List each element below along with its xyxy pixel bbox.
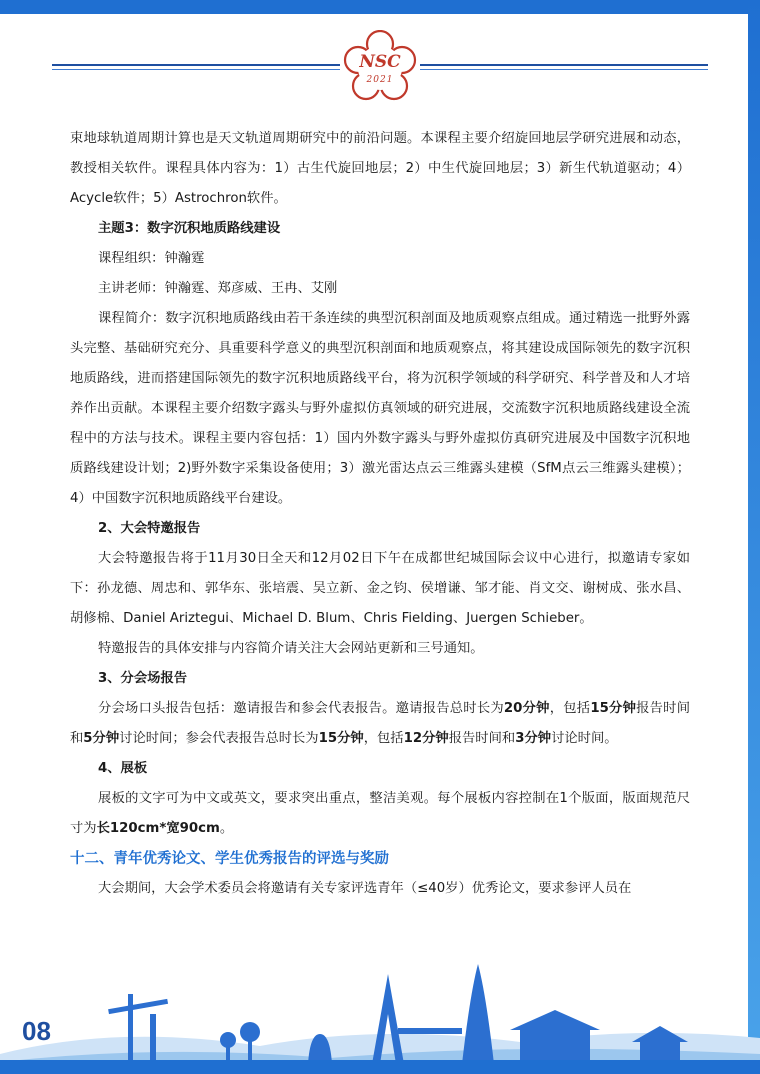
page-number: 08 bbox=[22, 1016, 51, 1046]
session-talks-heading: 3、分会场报告 bbox=[98, 671, 188, 686]
poster-heading: 4、展板 bbox=[98, 761, 148, 776]
header-rule-right bbox=[420, 64, 708, 74]
course-organizer: 课程组织：钟瀚霆 bbox=[98, 251, 205, 266]
paragraph-cyclostratigraphy: 束地球轨道周期计算也是天文轨道周期研究中的前沿问题。本课程主要介绍旋回地层学研究进展和动态，教授相关软件。课程具体内容为：1）古生代旋回地层；2）中生代旋回地层；3）新生代轨道驱动；4）Acycle软件；5）Astrochron软件。 bbox=[70, 131, 690, 206]
course-intro: 课程简介：数字沉积地质路线由若干条连续的典型沉积剖面及地质观察点组成。通过精选一批野外露头完整、基础研究充分、具重要科学意义的典型沉积剖面和地质观察点，将其建设成国际领先的数字沉积地质路线，进而搭建国际领先的数字沉积地质路线平台，将为沉积学领域的科学研究、科学普及和人才培养作出贡献。本课程主要介绍数字露头与野外虚拟仿真领域的研究进展，交流数字沉积地质路线建设全流程中的方法与技术。课程主要内容包括：1）国内外数字露头与野外虚拟仿真研究进展及中国数字沉积地质路线建设计划；2)野外数字采集设备使用；3）激光雷达点云三维露头建模（SfM点云三维露头建模）；4）中国数字沉积地质路线平台建设。 bbox=[70, 311, 690, 506]
session-talks-paragraph: 分会场口头报告包括：邀请报告和参会代表报告。邀请报告总时长为20分钟，包括15分钟报告时间和5分钟讨论时间；参会代表报告总时长为15分钟，包括12分钟报告时间和3分钟讨论时间。 bbox=[70, 701, 691, 746]
course-lecturers: 主讲老师：钟瀚霆、郑彦威、王冉、艾刚 bbox=[98, 281, 338, 296]
logo-text: NSC bbox=[359, 52, 401, 72]
topic-3-heading: 主题3：数字沉积地质路线建设 bbox=[98, 221, 281, 236]
invited-talks-note: 特邀报告的具体安排与内容简介请关注大会网站更新和三号通知。 bbox=[98, 641, 484, 656]
right-border bbox=[748, 0, 760, 1074]
invited-talks-paragraph: 大会特邀报告将于11月30日全天和12月02日下午在成都世纪城国际会议中心进行，拟邀请专家如下：孙龙德、周忠和、郭华东、张培震、吴立新、金之钧、侯增谦、邹才能、肖文交、谢树成、张水昌、胡修棉、Daniel Ariztegui、Michael D. Blum、Chris Fielding、Juergen Schieber。 bbox=[70, 551, 690, 626]
logo-year: 2021 bbox=[366, 75, 394, 85]
top-border bbox=[0, 0, 760, 14]
section-12-title: 十二、青年优秀论文、学生优秀报告的评选与奖励 bbox=[70, 851, 389, 867]
city-skyline-decoration bbox=[0, 954, 760, 1074]
award-paragraph: 大会期间，大会学术委员会将邀请有关专家评选青年（≤40岁）优秀论文，要求参评人员在 bbox=[98, 881, 632, 896]
poster-paragraph: 展板的文字可为中文或英文，要求突出重点，整洁美观。每个展板内容控制在1个版面，版面规范尺寸为长120cm*宽90cm。 bbox=[70, 791, 690, 836]
bottom-border bbox=[0, 1060, 760, 1074]
document-body bbox=[70, 124, 690, 904]
header-rule-left bbox=[52, 64, 340, 74]
invited-talks-heading: 2、大会特邀报告 bbox=[98, 521, 201, 536]
